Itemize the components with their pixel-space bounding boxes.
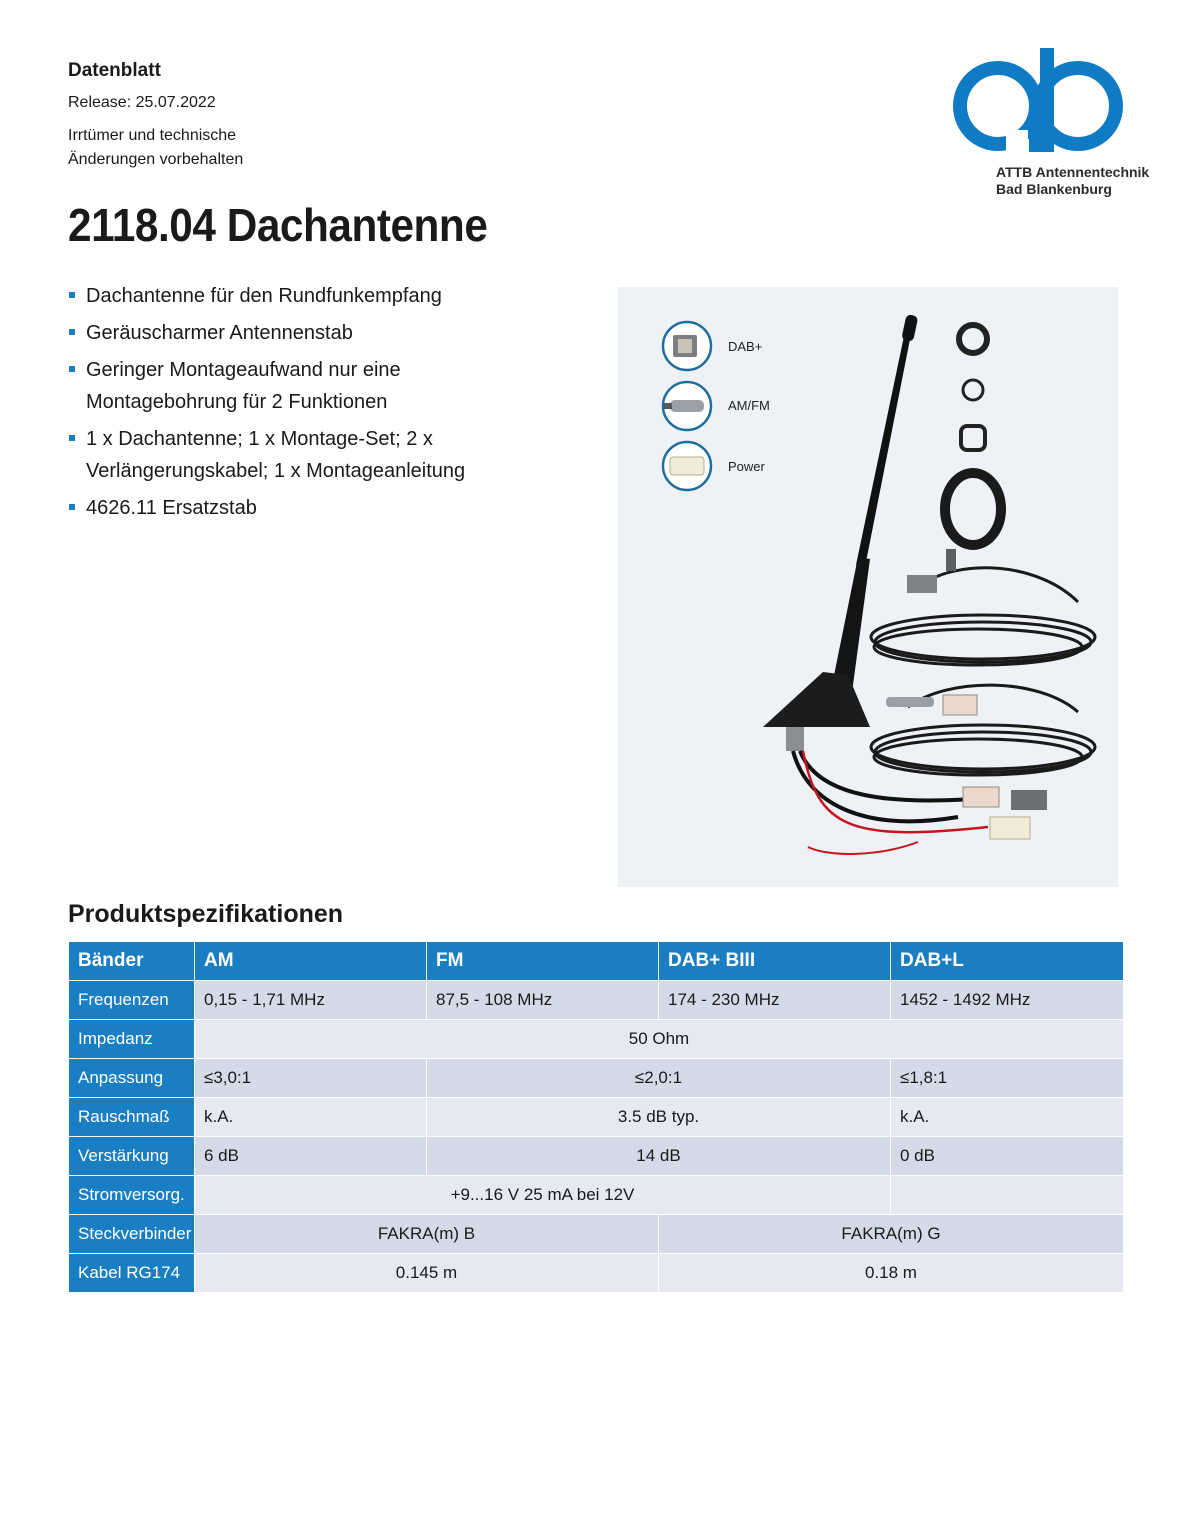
disclaimer-text: Irrtümer und technische Änderungen vorbehalten — [68, 127, 244, 168]
header-cell: DAB+L — [891, 942, 1124, 981]
table-cell: k.A. — [891, 1098, 1124, 1137]
table-row — [69, 1098, 1124, 1137]
feature-item: 4626.11 Ersatzstab — [68, 492, 538, 524]
header-cell: Bänder — [69, 942, 195, 981]
table-cell: ≤3,0:1 — [195, 1059, 427, 1098]
row-label: Rauschmaß — [69, 1098, 195, 1137]
connector-power-icon — [663, 442, 711, 490]
feature-item: Geräuscharmer Antennenstab — [68, 317, 538, 349]
table-cell: 0.145 m — [195, 1254, 659, 1293]
table-cell: 0 dB — [891, 1137, 1124, 1176]
header-cell: FM — [427, 942, 659, 981]
feature-item: Dachantenne für den Rundfunkempfang — [68, 280, 538, 312]
product-title: 2118.04 Dachantenne — [68, 199, 488, 251]
specs-title: Produktspezifikationen — [68, 900, 344, 928]
header-cell: DAB+ BIII — [659, 942, 891, 981]
connector-label-power: Power — [728, 459, 765, 474]
table-cell: 14 dB — [427, 1137, 891, 1176]
header-cell: AM — [195, 942, 427, 981]
table-row — [69, 1020, 1124, 1059]
table-cell: FAKRA(m) G — [659, 1215, 1124, 1254]
row-label: Anpassung — [69, 1059, 195, 1098]
document-type-label: Datenblatt — [68, 60, 161, 81]
table-cell: k.A. — [195, 1098, 427, 1137]
table-row — [69, 1137, 1124, 1176]
table-row — [69, 981, 1124, 1020]
company-name — [996, 164, 1149, 198]
table-row — [69, 1215, 1124, 1254]
connector-amfm-icon — [663, 382, 711, 430]
row-label: Verstärkung — [69, 1137, 195, 1176]
table-cell — [891, 1176, 1124, 1215]
antenna-illustration — [618, 287, 1118, 887]
row-label: Kabel RG174 — [69, 1254, 195, 1293]
table-row — [69, 1059, 1124, 1098]
table-cell: 6 dB — [195, 1137, 427, 1176]
row-label: Frequenzen — [69, 981, 195, 1020]
feature-list — [68, 280, 538, 529]
table-cell: 50 Ohm — [195, 1020, 1124, 1059]
table-cell: ≤1,8:1 — [891, 1059, 1124, 1098]
table-cell: 1452 - 1492 MHz — [891, 981, 1124, 1020]
table-cell: FAKRA(m) B — [195, 1215, 659, 1254]
table-row — [69, 1176, 1124, 1215]
table-row — [69, 1254, 1124, 1293]
table-header-row — [69, 942, 1124, 981]
company-name-line2: Bad Blankenburg — [996, 181, 1112, 197]
connector-label-amfm: AM/FM — [728, 398, 770, 413]
table-cell: ≤2,0:1 — [427, 1059, 891, 1098]
table-cell: +9...16 V 25 mA bei 12V — [195, 1176, 891, 1215]
release-date: Release: 25.07.2022 — [68, 94, 216, 111]
table-cell: 87,5 - 108 MHz — [427, 981, 659, 1020]
company-name-line1: ATTB Antennentechnik — [996, 164, 1150, 180]
row-label: Impedanz — [69, 1020, 195, 1059]
table-cell: 0,15 - 1,71 MHz — [195, 981, 427, 1020]
row-label: Stromversorg. — [69, 1176, 195, 1215]
connector-label-dab: DAB+ — [728, 339, 763, 354]
product-photo — [618, 287, 1118, 887]
connector-dab-icon — [663, 322, 711, 370]
document-meta — [68, 60, 488, 172]
feature-item: 1 x Dachantenne; 1 x Montage-Set; 2 x Verlängerungskabel; 1 x Montageanleitung — [68, 423, 538, 487]
table-cell: 3.5 dB typ. — [427, 1098, 891, 1137]
specs-table — [68, 941, 1124, 1293]
table-cell: 174 - 230 MHz — [659, 981, 891, 1020]
row-label: Steckverbinder — [69, 1215, 195, 1254]
table-cell: 0.18 m — [659, 1254, 1124, 1293]
feature-item: Geringer Montageaufwand nur eine Montagebohrung für 2 Funktionen — [68, 354, 538, 418]
